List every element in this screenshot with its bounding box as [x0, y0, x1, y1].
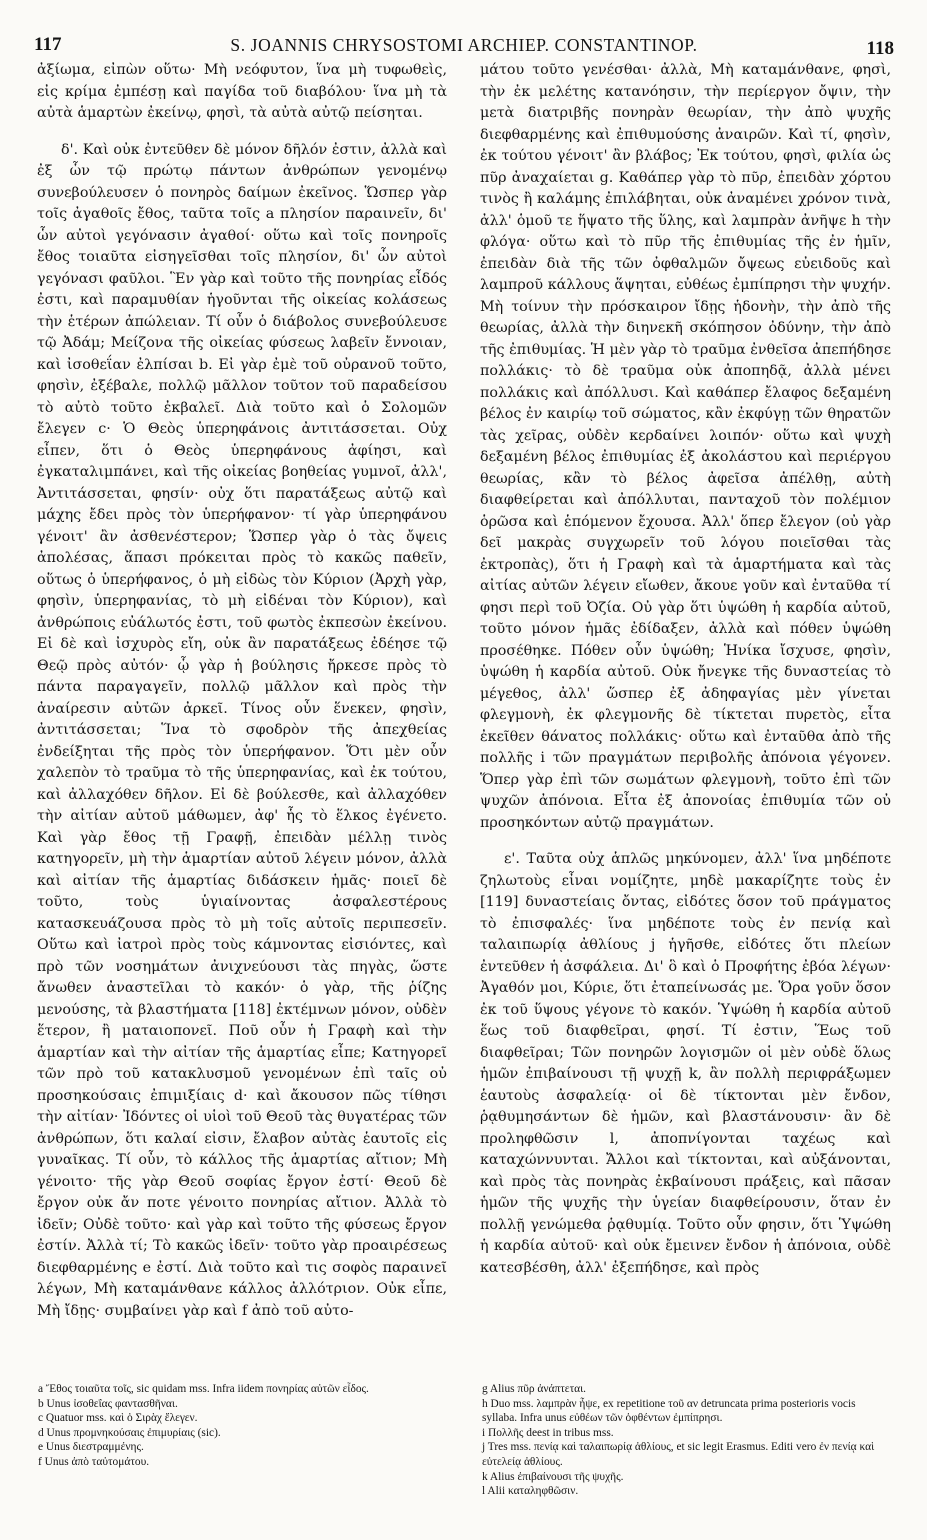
paragraph: δ'. Καὶ οὐκ ἐντεῦθεν δὲ μόνον δῆλόν ἐστιν, ἀλλὰ καὶ ἐξ ὧν τῷ πρώτῳ πάντων ἀνθρώπων γενομένῳ συνεβούλευσεν ὁ πονηρὸς δαίμων ἐκεῖνος. Ὥσπερ γὰρ τοῖς ἀγαθοῖς ἔθος, ταῦτα τοῖς a πλησίον παραινεῖν, δι' ὧν αὐτοὶ γεγόνασιν ἀγαθοί· οὕτω καὶ τοῖς πονηροῖς ἔθος τοιαῦτα εἰσηγεῖσθαι τοῖς πλησίον, δι' ὧν αὐτοὶ γεγόνασι φαῦλοι. Ἓν γὰρ καὶ τοῦτο τῆς πονηρίας εἶδός ἐστι, καὶ παραμυθίαν ἡγοῦνται τῆς οἰκείας κολάσεως τὴν ἑτέρων ἀπώλειαν. Τί οὖν ὁ διάβολος συνεβούλευσε τῷ Ἀδάμ; Μείζονα τῆς οἰκείας φύσεως λαβεῖν ἔννοιαν, καὶ ἰσοθεΐαν ἐλπίσαι b. Εἰ γὰρ ἐμὲ τοῦ οὐρανοῦ τοῦτο, φησὶν, ἐξέβαλε, πολλῷ μᾶλλον τοῦτον τοῦ παραδείσου τὸ αὐτὸ τοῦτο ἐκβαλεῖ. Διὰ τοῦτο καὶ ὁ Σολομῶν ἔλεγεν c· Ὁ Θεὸς ὑπερηφάνοις ἀντιτάσσεται. Οὐχ εἶπεν, ὅτι ὁ Θεὸς ὑπερηφάνους ἀφίησι, καὶ ἐγκαταλιμπάνει, καὶ τῆς οἰκείας βοηθείας γυμνοῖ, ἀλλ', Ἀντιτάσσεται, φησίν· οὐχ ὅτι παρατάξεως αὐτῷ καὶ μάχης ἔδει πρὸς τὸν ὑπερήφανον· τί γὰρ ὑπερηφάνου γένοιτ' ἂν ἀσθενέστερον; Ὥσπερ γὰρ ὁ τὰς ὄψεις ἀπολέσας, ἅπασι πρόκειται πρὸς τὸ κακῶς παθεῖν, οὕτως ὁ ὑπερήφανος, ὁ μὴ εἰδὼς τὸν Κύριον (Ἀρχὴ γὰρ, φησὶν, ὑπερηφανίας, τὸ μὴ εἰδέναι τὸν Κύριον), καὶ ἀνθρώποις εὐάλωτός ἐστι, τοῦ φωτὸς ἐκπεσὼν ἐκείνου. Εἰ δὲ καὶ ἰσχυρὸς εἴη, οὐκ ἂν παρατάξεως ἐδέησε τῷ Θεῷ πρὸς αὐτόν· ᾧ γὰρ ἡ βούλησις ἤρκεσε πρὸς τὸ πάντα παραγαγεῖν, πολλῷ μᾶλλον καὶ πρὸς τὴν ἀναίρεσιν αὐτῶν ἀρκεῖ. Τίνος οὖν ἕνεκεν, φησὶν, ἀντιτάσσεται; Ἵνα τὸ σφοδρὸν τῆς ἀπεχθείας ἐνδείξηται τῆς πρὸς τὸν ὑπερήφανον. Ὅτι μὲν οὖν χαλεπὸν τὸ τραῦμα τὸ τῆς ὑπερηφανίας, καὶ ἐκ τούτου, καὶ ἀλλαχόθεν δῆλον. Εἰ δὲ βούλεσθε, καὶ ἀλλαχόθεν τὴν αἰτίαν αὐτοῦ μάθωμεν, ἀφ' ἧς τὸ ἕλκος ἐγένετο. Καὶ γὰρ ἔθος τῇ Γραφῇ, ἐπειδὰν μέλλῃ τινὸς κατηγορεῖν, μὴ τὴν ἁμαρτίαν αὐτοῦ λέγειν μόνον, ἀλλὰ καὶ αἰτίαν τῆς ἁμαρτίας διδάσκειν ἡμᾶς· ποιεῖ δὲ τοῦτο, τοὺς ὑγιαίνοντας ἀσφαλεστέρους κατασκευάζουσα πρὸς τὸ μὴ τοῖς αὐτοῖς περιπεσεῖν. Οὕτω καὶ ἰατροὶ πρὸς τοὺς κάμνοντας εἰσιόντες, καὶ πρὸ τῶν νοσημάτων ἀνιχνεύουσι τὰς πηγὰς, ὥστε ἄνωθεν ἀναστεῖλαι τὸ κακόν· ὁ γὰρ, τῆς ῥίζης μενούσης, τὰ βλαστήματα [118] ἐκτέμνων μόνον, οὐδὲν ἕτερον, ἢ ματαιοπονεῖ. Ποῦ οὖν ἡ Γραφὴ καὶ τὴν ἁμαρτίαν καὶ τὴν αἰτίαν τῆς ἁμαρτίας εἶπε; Κατηγορεῖ τῶν πρὸ τοῦ κατακλυσμοῦ γενομένων ἐπὶ ταῖς οὐ προσηκούσαις ἐπιμιξίαις d· καὶ ἄκουσον πῶς τίθησι τὴν αἰτίαν· Ἰδόντες οἱ υἱοὶ τοῦ Θεοῦ τὰς θυγατέρας τῶν ἀνθρώπων, ὅτι καλαί εἰσιν, ἔλαβον αὐτὰς ἑαυτοῖς εἰς γυναῖκας. Τί οὖν, τὸ κάλλος τῆς ἁμαρτίας αἴτιον; Μὴ γένοιτο· τῆς γὰρ Θεοῦ σοφίας ἔργον ἐστί· Θεοῦ δὲ ἔργον οὐκ ἄν ποτε γένοιτο πονηρίας αἴτιον. Ἀλλὰ τὸ ἰδεῖν; Οὐδὲ τοῦτο· καὶ γὰρ καὶ τοῦτο τῆς φύσεως ἔργον ἐστίν. Ἀλλὰ τί; Τὸ κακῶς ἰδεῖν· τοῦτο γὰρ προαιρέσεως διεφθαρμένης e ἐστί. Διὰ τοῦτο καὶ τις σοφὸς παραινεῖ λέγων, Μὴ καταμάνθανε κάλλος ἀλλότριον. Οὐκ εἶπε, Μὴ ἴδῃς· συμβαίνει γὰρ καὶ f ἀπὸ τοῦ αὐτο-	[37, 141, 447, 1319]
running-header	[30, 34, 898, 58]
paragraph: μάτου τοῦτο γενέσθαι· ἀλλὰ, Μὴ καταμάνθανε, φησὶ, τὴν ἐκ μελέτης κατανόησιν, τὴν περίεργον ὄψιν, τὴν μετὰ διατριβῆς πονηρὰν θεωρίαν, τὴν ἀπὸ ψυχῆς διεφθαρμένης καὶ ἐπιθυμούσης ἀναιρῶν. Καὶ τί, φησὶν, ἐκ τούτου γένοιτ' ἂν βλάβος; Ἐκ τούτου, φησὶ, φιλία ὡς πῦρ ἀναχαίεται g. Καθάπερ γὰρ τὸ πῦρ, ἐπειδὰν χόρτου τινὸς ἢ καλάμης ἐπιλάβηται, οὐκ ἀναμένει χρόνον τινὰ, ἀλλ' ὁμοῦ τε ἥψατο τῆς ὕλης, καὶ λαμπρὰν ἀνῆψε h τὴν φλόγα· οὕτω καὶ τὸ πῦρ τῆς ἐπιθυμίας τῆς ἐν ἡμῖν, ἐπειδὰν διὰ τῆς τῶν ὀφθαλμῶν ὄψεως εὐειδοῦς καὶ λαμπροῦ κάλλους ἅψηται, εὐθέως ἐμπίπρησι τὴν ψυχήν. Μὴ τοίνυν τὴν πρόσκαιρον ἴδῃς ἡδονὴν, τὴν ἀπὸ τῆς θεωρίας, ἀλλὰ τὴν διηνεκῆ σκόπησον ὀδύνην, τὴν ἀπὸ τῆς ἐπιθυμίας. Ἡ μὲν γὰρ τὸ τραῦμα ἐνθεῖσα ἀπεπήδησε πολλάκις· τὸ δὲ τραῦμα οὐκ ἀποπηδᾷ, ἀλλὰ μένει πολλάκις καὶ ἀπόλλυσι. Καὶ καθάπερ ἔλαφος δεξαμένη βέλος ἐν καιρίῳ τοῦ σώματος, κἂν ἐκφύγῃ τῶν θηρατῶν τὰς χεῖρας, οὐδὲν κερδαίνει λοιπόν· οὕτω καὶ ψυχὴ δεξαμένη βέλος ἐπιθυμίας ἐξ ἀκολάστου καὶ περιέργου θεωρίας, κἂν τὸ βέλος ἀφεῖσα ἀπέλθῃ, αὐτὴ διαφθείρεται καὶ ἀπόλλυται, πανταχοῦ τὸν πολέμιον ὁρῶσα καὶ ἑπόμενον ἔχουσα. Ἀλλ' ὅπερ ἔλεγον (οὐ γὰρ δεῖ μακρὰς συγχωρεῖν τοῦ λόγου ποιεῖσθαι τὰς ἐκτροπὰς), ὅτι ἡ Γραφὴ καὶ τὰ ἁμαρτήματα καὶ τὰς αἰτίας αὐτῶν λέγειν εἴωθεν, ἄκουε γοῦν καὶ ἐνταῦθα τί φησι περὶ τοῦ Ὀζία. Οὐ γὰρ ὅτι ὑψώθη ἡ καρδία αὐτοῦ, τοῦτο μόνον ἡμᾶς ἐδίδαξεν, ἀλλὰ καὶ πόθεν ὑψώθη προσέθηκε. Πόθεν οὖν ὑψώθη; Ἡνίκα ἴσχυσε, φησὶν, ὑψώθη ἡ καρδία αὐτοῦ. Οὐκ ἤνεγκε τῆς δυναστείας τὸ μέγεθος, ἀλλ' ὥσπερ ἐξ ἀδηφαγίας μὲν γίνεται φλεγμονὴ, ἐκ φλεγμονῆς δὲ τίκτεται πυρετὸς, εἶτα ἐκεῖθεν θάνατος πολλάκις· οὕτω καὶ ἐνταῦθα ἀπὸ τῆς πολλῆς i τῶν πραγμάτων περιβολῆς ἀπόνοια γέγονεν. Ὅπερ γὰρ ἐπὶ τῶν σωμάτων φλεγμονὴ, τοῦτο ἐπὶ τῶν ψυχῶν ἀπόνοια. Εἶτα ἐξ ἀπονοίας ἐπιθυμία τῶν οὐ προσηκόντων αὐτῷ πραγμάτων.	[480, 62, 891, 831]
page-number-left: 117	[34, 34, 62, 55]
paragraph: ε'. Ταῦτα οὐχ ἁπλῶς μηκύνομεν, ἀλλ' ἵνα μηδέποτε ζηλωτοὺς εἶναι νομίζητε, μηδὲ μακαρίζητε τοὺς ἐν [119] δυναστείαις ὄντας, εἰδότες ὅσον τοῦ πράγματος τὸ ἐπισφαλές· ἵνα μηδέποτε τοὺς ἐν πενίᾳ καὶ ταλαιπωρίᾳ ἀθλίους j ἡγῆσθε, εἰδότες ὅτι πλείων ἐντεῦθεν ἡ ἀσφάλεια. Δι' ὃ καὶ ὁ Προφήτης ἐβόα λέγων· Ἀγαθόν μοι, Κύριε, ὅτι ἐταπείνωσάς με. Ὅρα γοῦν ὅσον ἐκ τοῦ ὕψους γέγονε τὸ κακόν. Ὑψώθη ἡ καρδία αὐτοῦ ἕως τοῦ διαφθεῖραι, φησί. Τί ἐστιν, Ἕως τοῦ διαφθεῖραι; Τῶν πονηρῶν λογισμῶν οἱ μὲν οὐδὲ ὅλως ἡμῶν ἐπιβαίνουσι τῇ ψυχῇ k, ἂν πολλὴ περιφράξωμεν ἑαυτοὺς ἀσφαλείᾳ· οἱ δὲ τίκτονται μὲν ἔνδον, ῥᾳθυμησάντων δὲ ἡμῶν, καὶ βλαστάνουσιν· ἂν δὲ προληφθῶσιν l, ἀποπνίγονται ταχέως καὶ καταχώννυνται. Ἄλλοι καὶ τίκτονται, καὶ αὐξάνονται, καὶ πρὸς τὰς πονηρὰς ἐκβαίνουσι πράξεις, καὶ πᾶσαν ἡμῶν τῆς ψυχῆς τὴν ὑγείαν διαφθείρουσιν, ὅταν ἐν πολλῇ γενώμεθα ῥᾳθυμίᾳ. Τοῦτο οὖν φησιν, ὅτι Ὑψώθη ἡ καρδία αὐτοῦ· καὶ οὐκ ἔμεινεν ἔνδον ἡ ἀπόνοια, οὐδὲ κατεσβέσθη, ἀλλ' ἐξεπήδησε, καὶ πρὸς	[480, 851, 891, 1276]
left-text-column	[37, 60, 447, 1337]
footnote: h Duo mss. λαμπρὰν ἦψε, ex repetitione τοῦ αν detruncata prima posterioris vocis syllaba. Infra unus εὐθέων τῶν ὀφθέντων ἐμπίπρησι.	[482, 1397, 856, 1425]
page-number-right: 118	[866, 38, 894, 59]
footnote: c Quatuor mss. καὶ ὁ Σιρὰχ ἔλεγεν.	[38, 1412, 198, 1425]
right-text-column	[480, 60, 891, 1294]
paragraph: ἀξίωμα, εἰπὼν οὕτω· Μὴ νεόφυτον, ἵνα μὴ τυφωθεὶς, εἰς κρίμα ἐμπέσῃ καὶ παγίδα τοῦ διαβόλου· ἵνα μὴ τὰ αὐτὰ ἁμαρτὼν ἐκείνῳ, φησὶ, τὰ αὐτὰ αὐτῷ πείσηται.	[37, 62, 447, 121]
footnote: b Unus ἰσοθεΐας φαντασθῆναι.	[38, 1397, 178, 1410]
footnote: g Alius πῦρ ἀνάπτεται.	[482, 1383, 587, 1395]
footnote: f Unus ἀπὸ ταὐτομάτου.	[38, 1455, 150, 1468]
footnotes-left	[38, 1382, 458, 1470]
footnote: d Unus προμνηκούσαις ἐπιμυρίαις (sic).	[38, 1426, 221, 1439]
footnote: l Alii καταληφθῶσιν.	[482, 1485, 579, 1498]
footnote: i Πολλῆς deest in tribus mss.	[482, 1426, 614, 1439]
footnote: j Tres mss. πενίᾳ καὶ ταλαιπωρίᾳ ἀθλίους, et sic legit Erasmus. Editi vero ἐν πενίᾳ καὶ εὐτελείᾳ ἀθλίους.	[482, 1441, 875, 1468]
footnote: e Unus διεστραμμένης.	[38, 1441, 144, 1454]
footnote: a Ἔθος τοιαῦτα τοῖς, sic quidam mss. Infra iidem πονηρίας αὐτῶν εἶδος.	[38, 1383, 369, 1395]
footnote: k Alius ἐπιβαίνουσι τῆς ψυχῆς.	[482, 1470, 624, 1483]
footnotes-right	[482, 1382, 892, 1499]
running-title: S. JOANNIS CHRYSOSTOMI ARCHIEP. CONSTANTINOP.	[230, 35, 698, 55]
